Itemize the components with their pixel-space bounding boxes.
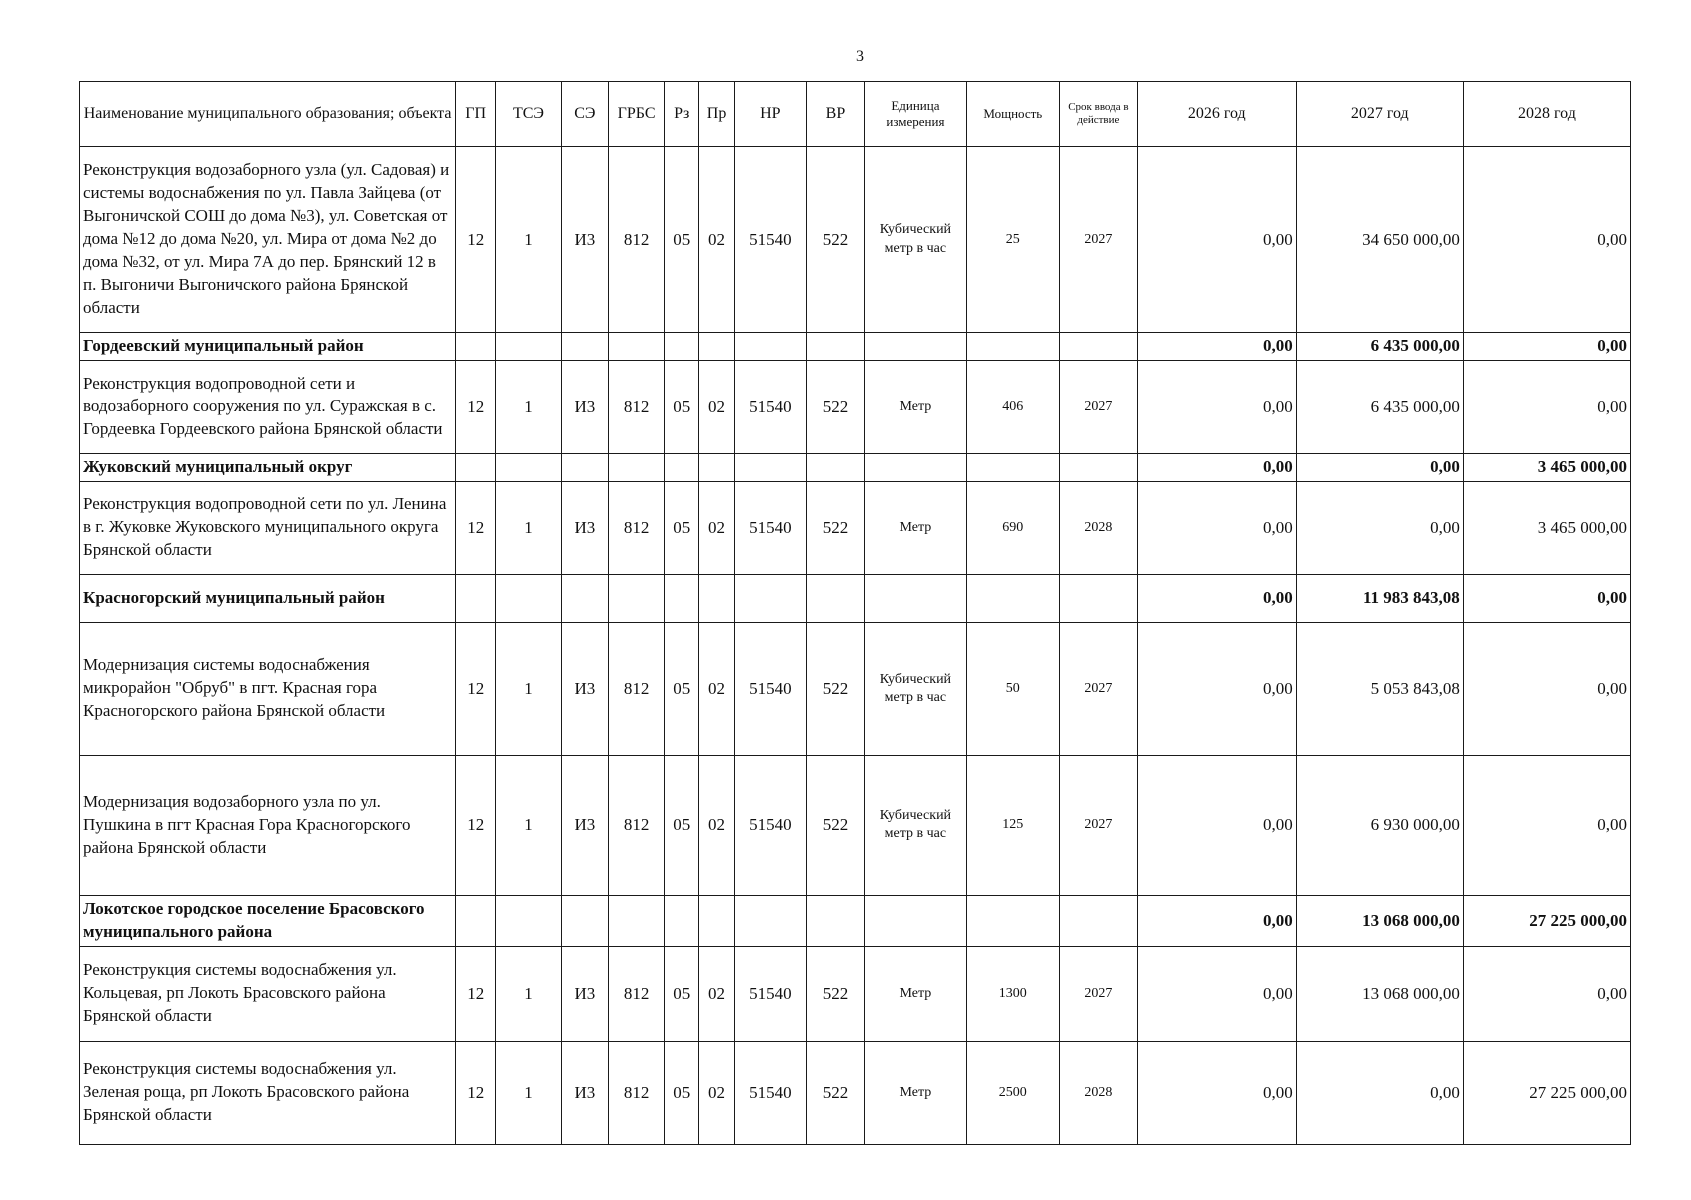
header-unit: Единица измерения (865, 82, 966, 147)
cell-grbs: 812 (608, 147, 664, 333)
group-total-2026: 0,00 (1137, 895, 1296, 946)
cell-2027: 0,00 (1296, 481, 1463, 574)
header-name: Наименование муниципального образования; объекта (80, 82, 456, 147)
cell-grbs: 812 (608, 946, 664, 1041)
cell-grbs: 812 (608, 481, 664, 574)
table-row (80, 946, 1631, 1041)
cell-unit: Метр (865, 481, 966, 574)
cell-capacity: 25 (966, 147, 1059, 333)
group-total-2028: 0,00 (1463, 333, 1630, 361)
cell-unit: Метр (865, 946, 966, 1041)
cell-vr: 522 (806, 1041, 864, 1144)
group-name: Жуковский муниципальный округ (80, 453, 456, 481)
header-nr: НР (734, 82, 806, 147)
cell-vr: 522 (806, 622, 864, 755)
cell-capacity: 690 (966, 481, 1059, 574)
cell-vr: 522 (806, 147, 864, 333)
cell-commissioning: 2027 (1059, 147, 1137, 333)
cell-2027: 5 053 843,08 (1296, 622, 1463, 755)
cell-vr: 522 (806, 360, 864, 453)
cell-se: И3 (561, 622, 608, 755)
group-total-2027: 13 068 000,00 (1296, 895, 1463, 946)
group-total-2028: 3 465 000,00 (1463, 453, 1630, 481)
cell-2026: 0,00 (1137, 147, 1296, 333)
table-row (80, 481, 1631, 574)
cell-nr: 51540 (734, 360, 806, 453)
cell-commissioning: 2027 (1059, 622, 1137, 755)
cell-gp: 12 (456, 147, 496, 333)
cell-rz: 05 (665, 946, 699, 1041)
cell-gp: 12 (456, 1041, 496, 1144)
cell-tse: 1 (496, 360, 562, 453)
cell-unit: Кубический метр в час (865, 622, 966, 755)
group-total-2026: 0,00 (1137, 574, 1296, 622)
cell-grbs: 812 (608, 360, 664, 453)
table-row (80, 360, 1631, 453)
header-2028: 2028 год (1463, 82, 1630, 147)
group-row (80, 895, 1631, 946)
cell-grbs: 812 (608, 1041, 664, 1144)
cell-pr: 02 (699, 755, 735, 895)
table-row (80, 622, 1631, 755)
cell-2028: 0,00 (1463, 755, 1630, 895)
cell-nr: 51540 (734, 1041, 806, 1144)
group-name: Гордеевский муниципальный район (80, 333, 456, 361)
group-row (80, 574, 1631, 622)
table-row (80, 147, 1631, 333)
cell-rz: 05 (665, 147, 699, 333)
cell-tse: 1 (496, 946, 562, 1041)
group-total-2028: 0,00 (1463, 574, 1630, 622)
group-total-2027: 6 435 000,00 (1296, 333, 1463, 361)
cell-rz: 05 (665, 1041, 699, 1144)
header-grbs: ГРБС (608, 82, 664, 147)
object-name: Реконструкция водозаборного узла (ул. Садовая) и системы водоснабжения по ул. Павла Зайцева (от Выгоничской СОШ до дома №3), ул. Советская от дома №12 до дома №20, ул. Мира от дома №2 до дома №32, от ул. Мира 7А до пер. Брянский 12 в п. Выгоничи Выгоничского района Брянской области (80, 147, 456, 333)
page-number: 3 (856, 48, 864, 65)
cell-2027: 6 930 000,00 (1296, 755, 1463, 895)
cell-se: И3 (561, 1041, 608, 1144)
group-total-2026: 0,00 (1137, 453, 1296, 481)
cell-gp: 12 (456, 946, 496, 1041)
header-rz: Рз (665, 82, 699, 147)
cell-2026: 0,00 (1137, 755, 1296, 895)
cell-vr: 522 (806, 946, 864, 1041)
group-row (80, 333, 1631, 361)
cell-rz: 05 (665, 360, 699, 453)
cell-2026: 0,00 (1137, 946, 1296, 1041)
group-total-2028: 27 225 000,00 (1463, 895, 1630, 946)
cell-unit: Метр (865, 360, 966, 453)
cell-commissioning: 2027 (1059, 755, 1137, 895)
group-name: Локотское городское поселение Брасовского муниципального района (80, 895, 456, 946)
cell-tse: 1 (496, 1041, 562, 1144)
header-se: СЭ (561, 82, 608, 147)
cell-vr: 522 (806, 755, 864, 895)
budget-table (79, 81, 1631, 1145)
cell-se: И3 (561, 147, 608, 333)
cell-capacity: 1300 (966, 946, 1059, 1041)
cell-se: И3 (561, 481, 608, 574)
header-pr: Пр (699, 82, 735, 147)
cell-nr: 51540 (734, 481, 806, 574)
object-name: Модернизация водозаборного узла по ул. Пушкина в пгт Красная Гора Красногорского района Брянской области (80, 755, 456, 895)
cell-2026: 0,00 (1137, 622, 1296, 755)
cell-2027: 0,00 (1296, 1041, 1463, 1144)
cell-tse: 1 (496, 147, 562, 333)
cell-pr: 02 (699, 147, 735, 333)
object-name: Реконструкция водопроводной сети и водозаборного сооружения по ул. Суражская в с. Гордеевка Гордеевского района Брянской области (80, 360, 456, 453)
cell-nr: 51540 (734, 622, 806, 755)
cell-2026: 0,00 (1137, 360, 1296, 453)
cell-2028: 0,00 (1463, 360, 1630, 453)
cell-2028: 0,00 (1463, 147, 1630, 333)
object-name: Реконструкция системы водоснабжения ул. Зеленая роща, рп Локоть Брасовского района Брянской области (80, 1041, 456, 1144)
cell-2028: 0,00 (1463, 946, 1630, 1041)
header-2027: 2027 год (1296, 82, 1463, 147)
header-vr: ВР (806, 82, 864, 147)
cell-rz: 05 (665, 622, 699, 755)
cell-pr: 02 (699, 360, 735, 453)
cell-2027: 6 435 000,00 (1296, 360, 1463, 453)
cell-rz: 05 (665, 481, 699, 574)
table-row (80, 1041, 1631, 1144)
group-total-2027: 11 983 843,08 (1296, 574, 1463, 622)
object-name: Реконструкция системы водоснабжения ул. Кольцевая, рп Локоть Брасовского района Брянской области (80, 946, 456, 1041)
group-name: Красногорский муниципальный район (80, 574, 456, 622)
cell-2028: 3 465 000,00 (1463, 481, 1630, 574)
cell-capacity: 2500 (966, 1041, 1059, 1144)
cell-commissioning: 2027 (1059, 946, 1137, 1041)
cell-gp: 12 (456, 481, 496, 574)
cell-capacity: 125 (966, 755, 1059, 895)
cell-rz: 05 (665, 755, 699, 895)
header-row (80, 82, 1631, 147)
cell-gp: 12 (456, 622, 496, 755)
cell-gp: 12 (456, 360, 496, 453)
cell-vr: 522 (806, 481, 864, 574)
object-name: Модернизация системы водоснабжения микрорайон "Обруб" в пгт. Красная гора Красногорского района Брянской области (80, 622, 456, 755)
cell-grbs: 812 (608, 622, 664, 755)
cell-nr: 51540 (734, 147, 806, 333)
cell-nr: 51540 (734, 946, 806, 1041)
cell-pr: 02 (699, 946, 735, 1041)
header-capacity: Мощность (966, 82, 1059, 147)
cell-grbs: 812 (608, 755, 664, 895)
cell-unit: Метр (865, 1041, 966, 1144)
cell-tse: 1 (496, 622, 562, 755)
cell-se: И3 (561, 946, 608, 1041)
cell-pr: 02 (699, 1041, 735, 1144)
cell-2027: 13 068 000,00 (1296, 946, 1463, 1041)
cell-2028: 27 225 000,00 (1463, 1041, 1630, 1144)
table-row (80, 755, 1631, 895)
header-tse: ТСЭ (496, 82, 562, 147)
cell-se: И3 (561, 360, 608, 453)
cell-2027: 34 650 000,00 (1296, 147, 1463, 333)
group-total-2027: 0,00 (1296, 453, 1463, 481)
header-gp: ГП (456, 82, 496, 147)
cell-2026: 0,00 (1137, 481, 1296, 574)
cell-commissioning: 2028 (1059, 1041, 1137, 1144)
cell-capacity: 50 (966, 622, 1059, 755)
cell-capacity: 406 (966, 360, 1059, 453)
header-commissioning: Срок ввода в действие (1059, 82, 1137, 147)
cell-nr: 51540 (734, 755, 806, 895)
cell-2028: 0,00 (1463, 622, 1630, 755)
cell-tse: 1 (496, 755, 562, 895)
cell-pr: 02 (699, 622, 735, 755)
cell-unit: Кубический метр в час (865, 755, 966, 895)
cell-tse: 1 (496, 481, 562, 574)
group-row (80, 453, 1631, 481)
object-name: Реконструкция водопроводной сети по ул. Ленина в г. Жуковке Жуковского муниципального округа Брянской области (80, 481, 456, 574)
cell-unit: Кубический метр в час (865, 147, 966, 333)
group-total-2026: 0,00 (1137, 333, 1296, 361)
cell-se: И3 (561, 755, 608, 895)
cell-commissioning: 2028 (1059, 481, 1137, 574)
header-2026: 2026 год (1137, 82, 1296, 147)
cell-2026: 0,00 (1137, 1041, 1296, 1144)
cell-gp: 12 (456, 755, 496, 895)
cell-commissioning: 2027 (1059, 360, 1137, 453)
cell-pr: 02 (699, 481, 735, 574)
